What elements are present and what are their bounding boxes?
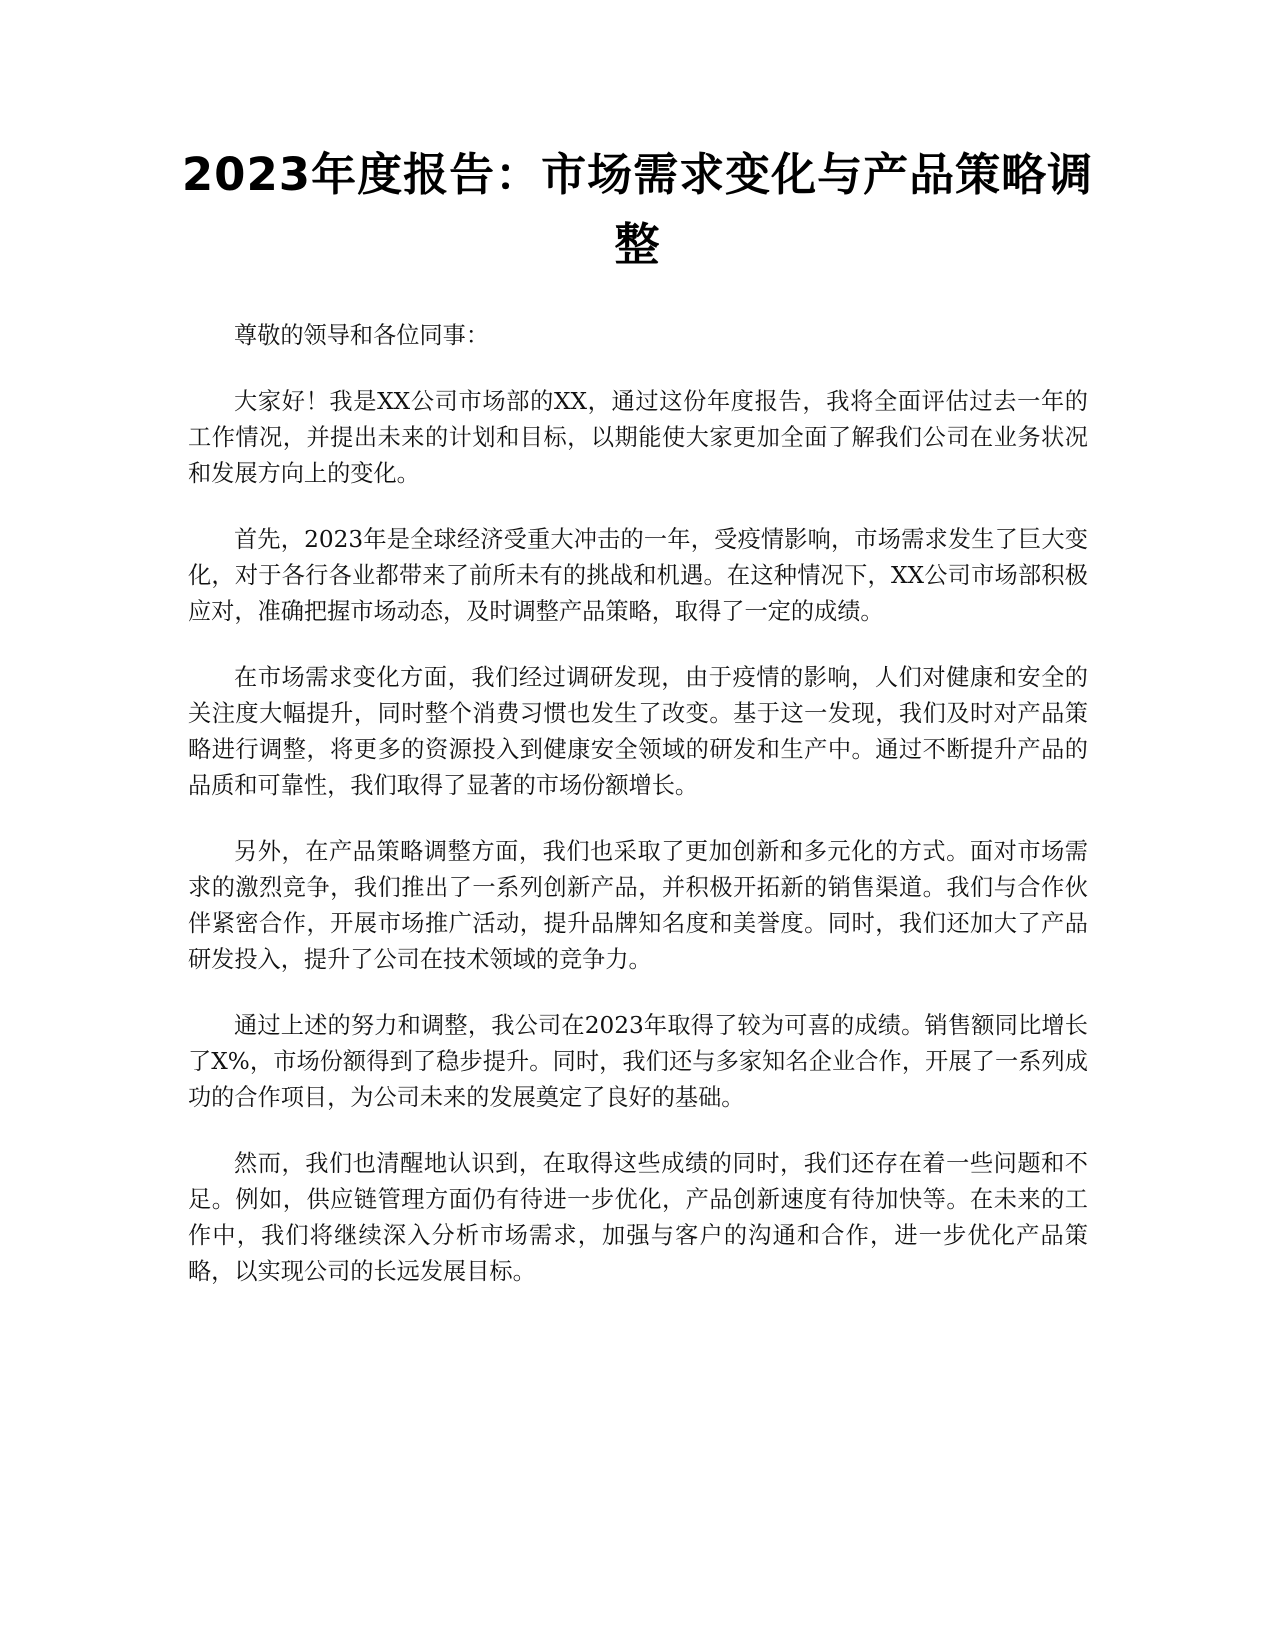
paragraph-results: 通过上述的努力和调整，我公司在2023年取得了较为可喜的成绩。销售额同比增长了X%，市场份额得到了稳步提升。同时，我们还与多家知名企业合作，开展了一系列成功的合作项目，为公司未来的发展奠定了良好的基础。 (188, 1012, 1088, 1111)
salutation: 尊敬的领导和各位同事： (234, 322, 490, 349)
paragraph-product-strategy: 另外，在产品策略调整方面，我们也采取了更加创新和多元化的方式。面对市场需求的激烈竞争，我们推出了一系列创新产品，并积极开拓新的销售渠道。我们与合作伙伴紧密合作，开展市场推广活动，提升品牌知名度和美誉度。同时，我们还加大了产品研发投入，提升了公司在技术领域的竞争力。 (188, 838, 1088, 973)
document-body (188, 318, 1088, 1320)
paragraph-overview: 首先，2023年是全球经济受重大冲击的一年，受疫情影响，市场需求发生了巨大变化，对于各行各业都带来了前所未有的挑战和机遇。在这种情况下，XX公司市场部积极应对，准确把握市场动态，及时调整产品策略，取得了一定的成绩。 (188, 526, 1088, 625)
paragraph-issues: 然而，我们也清醒地认识到，在取得这些成绩的同时，我们还存在着一些问题和不足。例如，供应链管理方面仍有待进一步优化，产品创新速度有待加快等。在未来的工作中，我们将继续深入分析市场需求，加强与客户的沟通和合作，进一步优化产品策略，以实现公司的长远发展目标。 (188, 1150, 1088, 1285)
document-title: 2023年度报告：市场需求变化与产品策略调整 (181, 148, 1094, 271)
paragraph-market-demand: 在市场需求变化方面，我们经过调研发现，由于疫情的影响，人们对健康和安全的关注度大幅提升，同时整个消费习惯也发生了改变。基于这一发现，我们及时对产品策略进行调整，将更多的资源投入到健康安全领域的研发和生产中。通过不断提升产品的品质和可靠性，我们取得了显著的市场份额增长。 (188, 664, 1088, 799)
paragraph-greeting: 大家好！我是XX公司市场部的XX，通过这份年度报告，我将全面评估过去一年的工作情况，并提出未来的计划和目标，以期能使大家更加全面了解我们公司在业务状况和发展方向上的变化。 (188, 388, 1088, 487)
